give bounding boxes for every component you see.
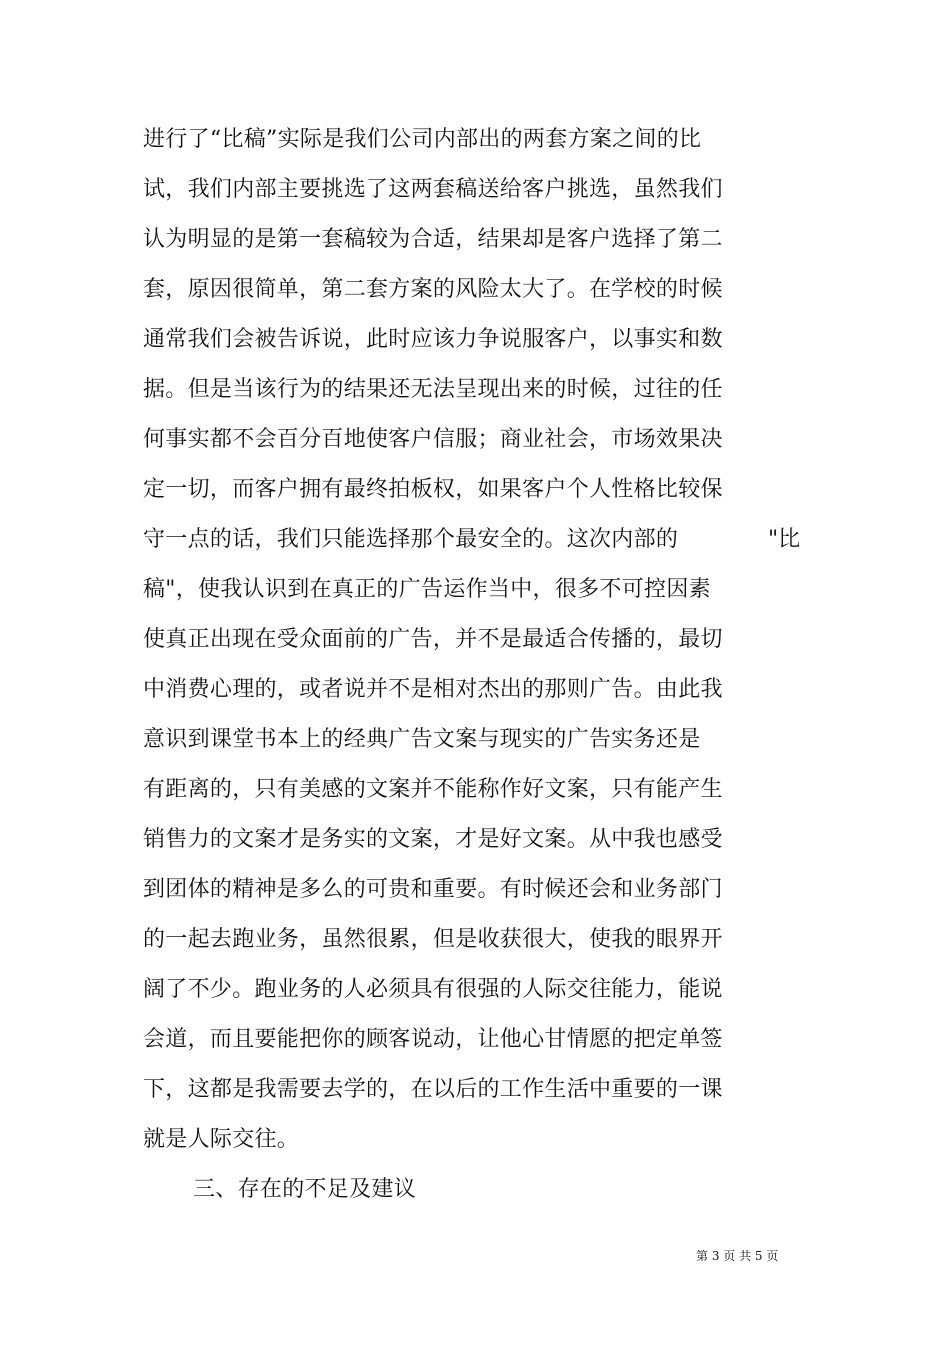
body-line-2: 试，我们内部主要挑选了这两套稿送给客户挑选，虽然我们 bbox=[143, 177, 723, 202]
body-line-17: 的一起去跑业务，虽然很累，但是收获很大，使我的眼界开 bbox=[143, 927, 723, 952]
body-line-18: 阔了不少。跑业务的人必须具有很强的人际交往能力，能说 bbox=[143, 977, 723, 1002]
body-line-16: 到团体的精神是多么的可贵和重要。有时候还会和业务部门 bbox=[143, 877, 723, 902]
body-line-19: 会道，而且要能把你的顾客说动，让他心甘情愿的把定单签 bbox=[143, 1027, 723, 1052]
body-line-8: 定一切，而客户拥有最终拍板权，如果客户个人性格比较保 bbox=[143, 477, 723, 502]
body-line-13: 意识到课堂书本上的经典广告文案与现实的广告实务还是 bbox=[143, 727, 701, 752]
body-line-15: 销售力的文案才是务实的文案，才是好文案。从中我也感受 bbox=[143, 827, 723, 852]
body-line-9-tail: "比 bbox=[768, 527, 801, 552]
body-line-14: 有距离的，只有美感的文案并不能称作好文案，只有能产生 bbox=[143, 777, 723, 802]
body-line-21: 就是人际交往。 bbox=[143, 1127, 300, 1152]
body-line-3: 认为明显的是第一套稿较为合适，结果却是客户选择了第二 bbox=[143, 227, 723, 252]
body-line-10: 稿"，使我认识到在真正的广告运作当中，很多不可控因素 bbox=[143, 577, 711, 602]
body-line-9: 守一点的话，我们只能选择那个最安全的。这次内部的 bbox=[143, 527, 679, 552]
page-number-footer: 第 3 页 共 5 页 bbox=[696, 1249, 779, 1263]
body-line-6: 据。但是当该行为的结果还无法呈现出来的时候，过往的任 bbox=[143, 377, 723, 402]
body-line-20: 下，这都是我需要去学的，在以后的工作生活中重要的一课 bbox=[143, 1077, 723, 1102]
body-line-7: 何事实都不会百分百地使客户信服；商业社会，市场效果决 bbox=[143, 427, 723, 452]
body-line-4: 套，原因很简单，第二套方案的风险太大了。在学校的时候 bbox=[143, 277, 723, 302]
body-line-5: 通常我们会被告诉说，此时应该力争说服客户，以事实和数 bbox=[143, 327, 723, 352]
section-heading: 三、存在的不足及建议 bbox=[193, 1177, 417, 1202]
body-line-1: 进行了“比稿”实际是我们公司内部出的两套方案之间的比 bbox=[143, 127, 702, 152]
body-line-11: 使真正出现在受众面前的广告，并不是最适合传播的，最切 bbox=[143, 627, 723, 652]
body-line-12: 中消费心理的，或者说并不是相对杰出的那则广告。由此我 bbox=[143, 677, 723, 702]
